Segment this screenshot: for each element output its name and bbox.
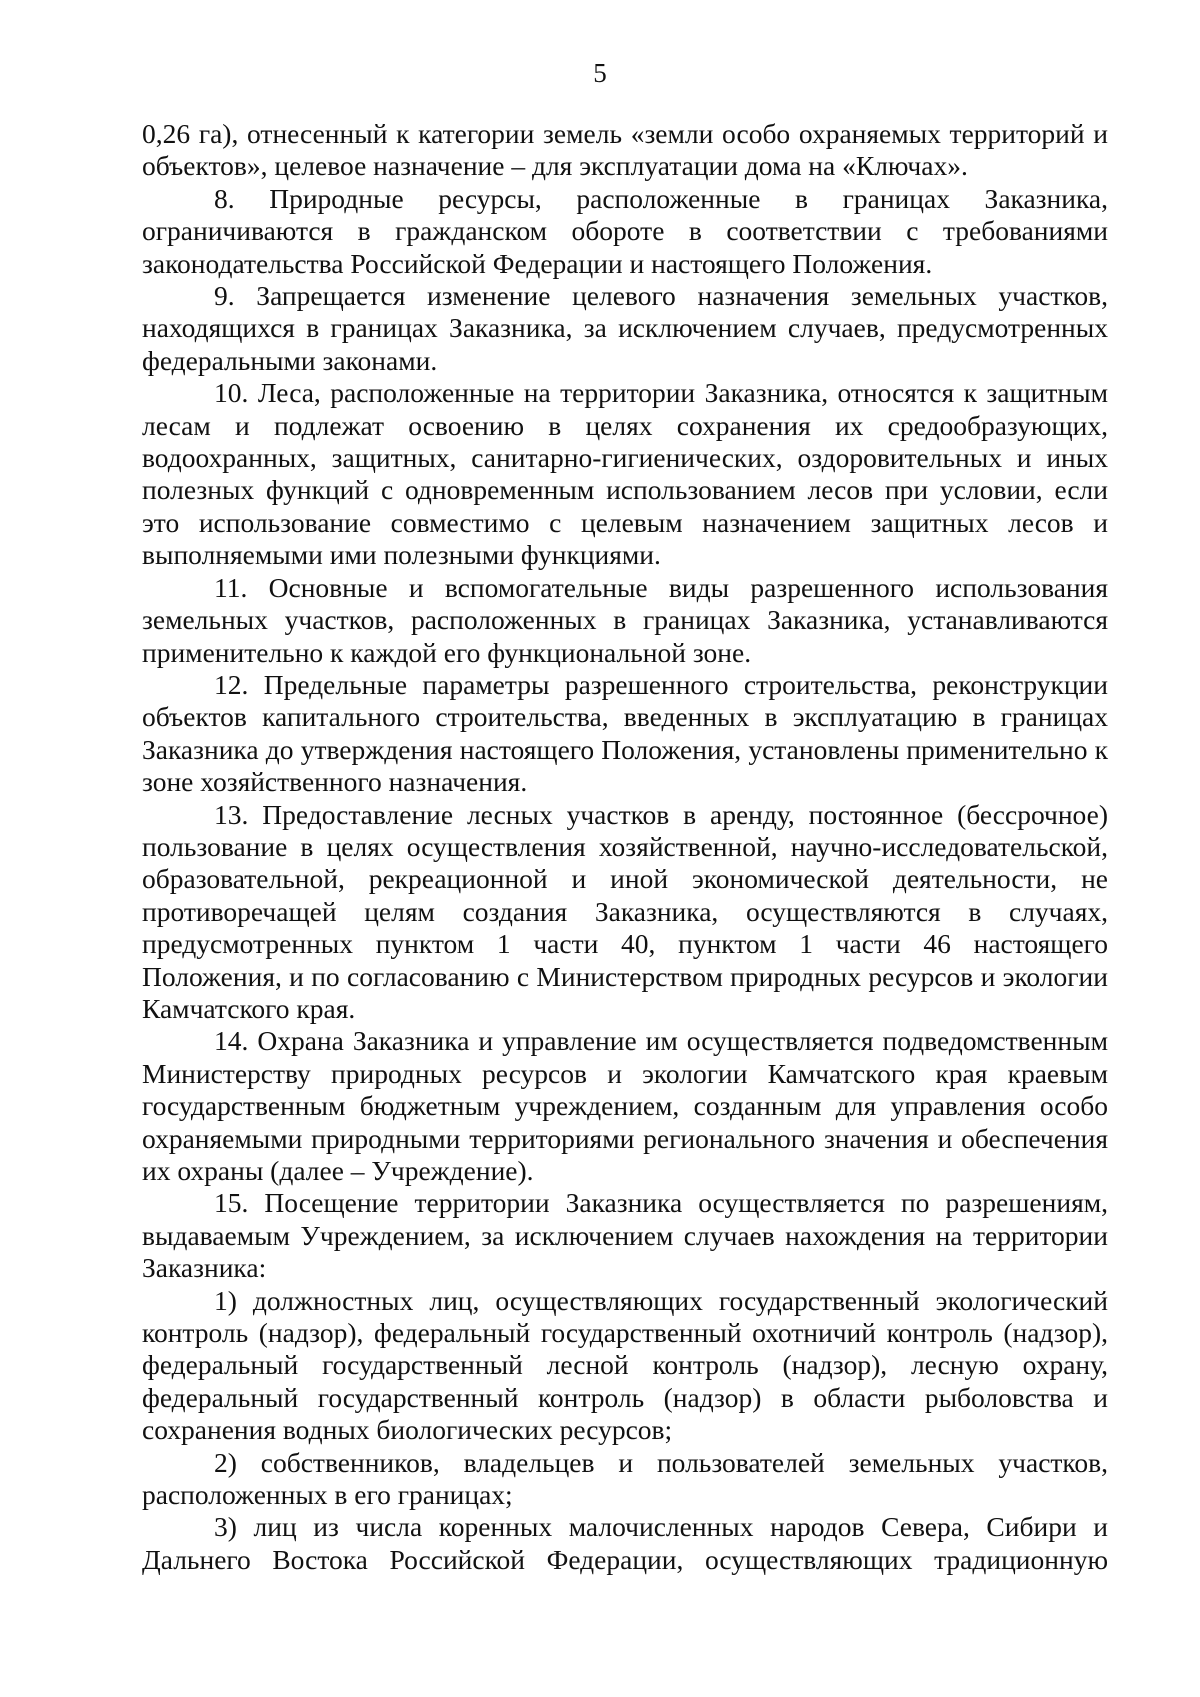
paragraph-item-8: 8. Природные ресурсы, расположенные в границах Заказника, ограничиваются в гражданском обороте в соответствии с требованиями законодательства Российской Федерации и настоящего Положения. [142, 182, 1108, 279]
document-body [142, 118, 1108, 1576]
paragraph-item-10: 10. Леса, расположенные на территории Заказника, относятся к защитным лесам и подлежат освоению в целях сохранения их средообразующих, водоохранных, защитных, санитарно-гигиенических, оздоровительных и иных полезных функций с одновременным использованием лесов при условии, если это использование совместимо с целевым назначением защитных лесов и выполняемыми ими полезными функциями. [142, 377, 1108, 571]
paragraph-subitem-2: 2) собственников, владельцев и пользователей земельных участков, расположенных в его границах; [142, 1446, 1108, 1511]
paragraph-item-9: 9. Запрещается изменение целевого назначения земельных участков, находящихся в границах Заказника, за исключением случаев, предусмотренных федеральными законами. [142, 280, 1108, 376]
paragraph-subitem-3: 3) лиц из числа коренных малочисленных народов Севера, Сибири и Дальнего Востока Российской Федерации, осуществляющих традиционную [142, 1511, 1108, 1575]
paragraph-item-11: 11. Основные и вспомогательные виды разрешенного использования земельных участков, расположенных в границах Заказника, устанавливаются применительно к каждой его функциональной зоне. [142, 571, 1108, 668]
page-number: 5 [593, 58, 607, 88]
paragraph-item-13: 13. Предоставление лесных участков в аренду, постоянное (бессрочное) пользование в целях осуществления хозяйственной, научно-исследовательской, образовательной, рекреационной и иной экономической деятельности, не противоречащей целям создания Заказника, осуществляются в случаях, предусмотренных пунктом 1 части 40, пунктом 1 части 46 настоящего Положения, и по согласованию с Министерством природных ресурсов и экологии Камчатского края. [142, 798, 1108, 1024]
paragraph-intro-continuation: 0,26 га), отнесенный к категории земель «земли особо охраняемых территорий и объектов», целевое назначение – для эксплуатации дома на «Ключах». [142, 118, 1108, 182]
paragraph-item-12: 12. Предельные параметры разрешенного строительства, реконструкции объектов капитального строительства, введенных в эксплуатацию в границах Заказника до утверждения настоящего Положения, установлены применительно к зоне хозяйственного назначения. [142, 668, 1108, 798]
paragraph-subitem-1: 1) должностных лиц, осуществляющих государственный экологический контроль (надзор), федеральный государственный охотничий контроль (надзор), федеральный государственный лесной контроль (надзор), лесную охрану, федеральный государственный контроль (надзор) в области рыболовства и сохранения водных биологических ресурсов; [142, 1284, 1108, 1446]
paragraph-item-14: 14. Охрана Заказника и управление им осуществляется подведомственным Министерству природных ресурсов и экологии Камчатского края краевым государственным бюджетным учреждением, созданным для управления особо охраняемыми природными территориями регионального значения и обеспечения их охраны (далее – Учреждение). [142, 1025, 1108, 1186]
paragraph-item-15: 15. Посещение территории Заказника осуществляется по разрешениям, выдаваемым Учреждением, за исключением случаев нахождения на территории Заказника: [142, 1187, 1108, 1284]
